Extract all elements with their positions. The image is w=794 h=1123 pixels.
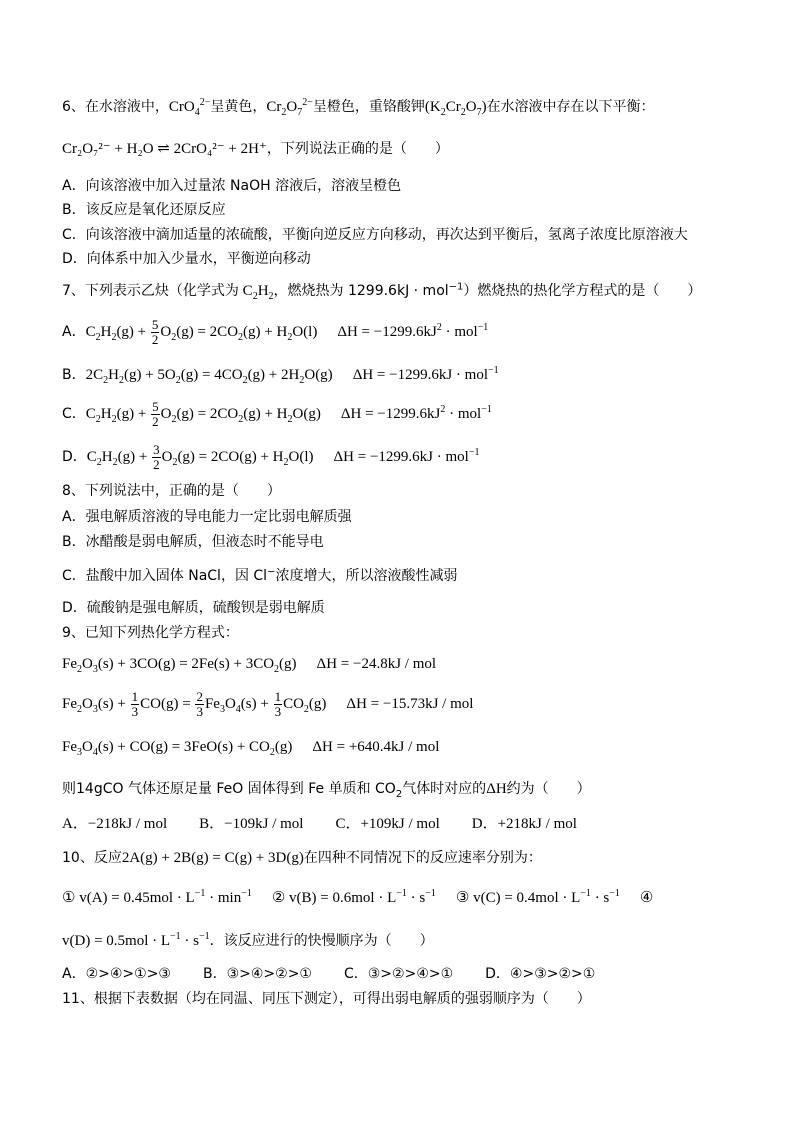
q6-option-d: D．向体系中加入少量水，平衡逆向移动 [62,251,311,267]
q10-rates-line-2: $v(D) = 0.5mol \cdot L^{-1} \cdot s^{-1}$．该反应进行的快慢顺序为（ ） [62,931,434,949]
q8-option-d: D．硫酸钠是强电解质，硫酸钡是弱电解质 [62,600,325,616]
q6-option-c: C．向该溶液中滴加适量的浓硫酸，平衡向逆反应方向移动，再次达到平衡后，氢离子浓度比原溶液大 [62,227,688,243]
q9-equation-1: $Fe_2O_3(s) + 3CO(g) = 2Fe(s) + 3CO_2(g) \Delta H = -24.8kJ$ / mol [62,656,437,675]
q9-equation-3: $Fe_3O_4(s) + CO(g) = 3FeO(s) + CO_2(g) \Delta H = +640.4kJ$ / mol [62,739,440,758]
q10-option-b: B．③>④>②>① [202,966,312,982]
q7-option-b: B．$2C_2H_2(g) + 5O_2(g) = 4CO_2(g) + 2H_2O(g) \Delta H = -1299.6kJ \cdot mol^{-1}$ [62,365,499,386]
q9-option-c: C．+109kJ / mol [335,816,440,832]
q10-option-c: C．③>②>④>① [343,966,454,982]
q10-stem: 10、反应2A(g) + 2B(g) = C(g) + 3D(g)在四种不同情况下的反应速率分别为： [62,850,542,866]
q9-option-a: A．−218kJ / mol [62,816,168,832]
q7-option-c: C．$C_2H_2(g)$ + $\frac{5}{2}$ $O_2(g) = 2CO_2(g) + H_2O(g) \Delta H = -1299.6kJ^2 \cdot mol^{-1}$ [62,399,492,429]
q6-option-b: B．该反应是氧化还原反应 [62,202,226,218]
q8-option-c: C．盐酸中加入固体 NaCl，因 Cl−浓度增大，所以溶液酸性减弱 [62,566,458,584]
q9-equation-2: $Fe_2O_3(s)$ + $\frac{1}{3}$ CO(g) = $\frac{2}{3}$ $Fe_3O_4(s)$ + $\frac{1}{3}$ $CO_2(g) \Delta H = -15.73kJ$ / mol [62,689,474,719]
q11-stem: 11、根据下表数据（均在同温、同压下测定），可得出弱电解质的强弱顺序为（ ） [62,991,591,1007]
q6-stem: 6、在水溶液中，CrO$_4^{2-}$呈黄色，$Cr_2O_7^{2-}$呈橙色，重铬酸钾$(K_2Cr_2O_7)$在水溶液中存在以下平衡： [62,97,655,118]
q8-stem: 8、下列说法中，正确的是（ ） [62,483,281,499]
q9-options [62,815,577,833]
q10-option-a: A．②>④>①>③ [62,966,171,982]
q10-option-d: D．④>③>②>① [485,966,596,982]
q7-stem: 7、下列表示乙炔（化学式为 $C_2H_2$，燃烧热为 1299.6kJ · mol$^{-1}$）燃烧热的热化学方程式的是（ ） [62,281,702,302]
q7-option-d: D．$C_2H_2(g)$ + $\frac{3}{2}$ $O_2(g) = 2CO(g) + H_2O(l) \Delta H = -1299.6kJ \cdot mol^{-1}$ [62,442,480,472]
q10-options [62,965,595,983]
q9-question: 则14gCO 气体还原足量 FeO 固体得到 Fe 单质和 $CO_2$气体时对应的ΔH约为（ ） [62,781,591,800]
q9-option-d: D．+218kJ / mol [471,816,577,832]
q7-option-a: A．$C_2H_2(g)$ + $\frac{5}{2}$ $O_2(g) = 2CO_2(g) + H_2O(l) \Delta H = -1299.6kJ^2 \cdot mol^{-1}$ [62,317,489,347]
q6-equation: Cr₂O₇²⁻ + H₂O ⇌ 2CrO₄²⁻ + 2H⁺，下列说法正确的是（ ） [62,141,449,157]
q8-option-a: A．强电解质溶液的导电能力一定比弱电解质强 [62,509,352,525]
q10-rates-line-1: ① $v(A) = 0.45mol \cdot L^{-1} \cdot \min^{-1}$ ② $v(B) = 0.6mol \cdot L^{-1} \cdot s^{-1}$ ③ $v(C) = 0.4mol \cdot L^{-1} \cdot s^{-1}$ ④ [62,888,654,906]
q8-option-b: B．冰醋酸是弱电解质，但液态时不能导电 [62,534,324,550]
q9-stem: 9、已知下列热化学方程式： [62,625,239,641]
q9-option-b: B．−109kJ / mol [199,816,304,832]
q6-option-a: A．向该溶液中加入过量浓 NaOH 溶液后，溶液呈橙色 [62,178,402,194]
